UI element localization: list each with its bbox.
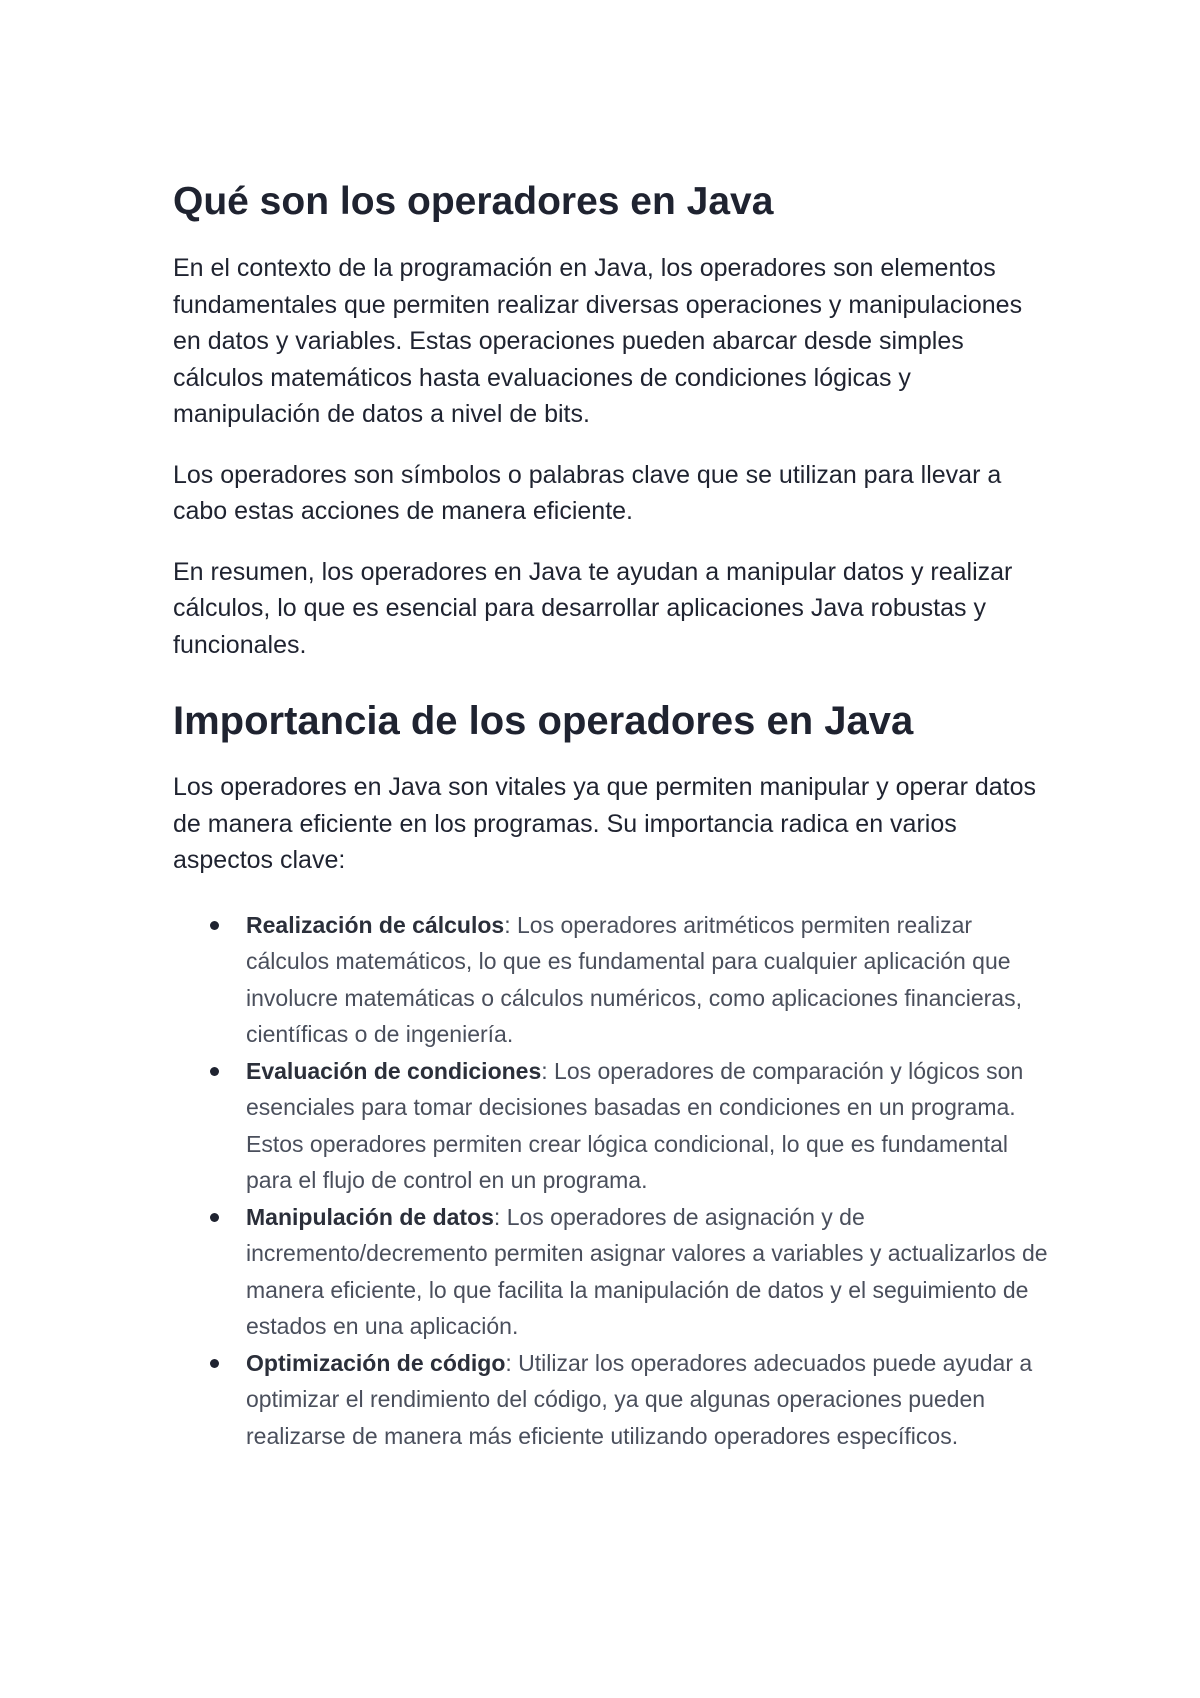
list-item-term: Optimización de código bbox=[246, 1349, 506, 1376]
list-item-term: Manipulación de datos bbox=[246, 1203, 494, 1230]
paragraph-symbols: Los operadores son símbolos o palabras clave que se utilizan para llevar a cabo estas acciones de manera eficiente. bbox=[173, 460, 1002, 525]
list-item-text: : Los operadores aritméticos permiten realizar cálculos matemáticos, lo que es fundamental para cualquier aplicación que involucre matemáticas o cálculos numéricos, como aplicaciones financieras, científicas o de ingeniería. bbox=[246, 911, 1022, 1047]
paragraph-summary: En resumen, los operadores en Java te ayudan a manipular datos y realizar cálculos, lo que es esencial para desarrollar aplicaciones Java robustas y funcionales. bbox=[173, 557, 1013, 659]
section-title-importancia: Importancia de los operadores en Java bbox=[173, 699, 914, 743]
section-title-que-son: Qué son los operadores en Java bbox=[173, 180, 774, 223]
bullet-icon bbox=[210, 1359, 219, 1368]
list-item bbox=[173, 1199, 1053, 1345]
bullet-icon bbox=[210, 1213, 219, 1222]
bullet-icon bbox=[210, 921, 219, 930]
list-item-term: Evaluación de condiciones bbox=[246, 1057, 542, 1084]
paragraph-definition: En el contexto de la programación en Java, los operadores son elementos fundamentales que permiten realizar diversas operaciones y manipulaciones en datos y variables. Estas operaciones pueden abarcar desde simples cálculos matemáticos hasta evaluaciones de condiciones lógicas y manipulación de datos a nivel de bits. bbox=[173, 254, 1023, 428]
list-item-text: : Los operadores de asignación y de incremento/decremento permiten asignar valores a variables y actualizarlos de manera eficiente, lo que facilita la manipulación de datos y el seguimiento de estados en una aplicación. bbox=[246, 1203, 1048, 1339]
list-item bbox=[173, 1053, 1053, 1199]
importance-list bbox=[173, 907, 1053, 1455]
list-item-term: Realización de cálculos bbox=[246, 911, 505, 938]
list-item bbox=[173, 907, 1053, 1053]
list-item-text: : Los operadores de comparación y lógicos son esenciales para tomar decisiones basadas en condiciones en un programa. Estos operadores permiten crear lógica condicional, lo que es fundamental para el flujo de control en un programa. bbox=[246, 1057, 1024, 1193]
list-item bbox=[173, 1345, 1053, 1455]
list-item-text: : Utilizar los operadores adecuados puede ayudar a optimizar el rendimiento del código, ya que algunas operaciones pueden realizarse de manera más eficiente utilizando operadores específicos. bbox=[246, 1349, 1033, 1449]
bullet-icon bbox=[210, 1067, 219, 1076]
paragraph-importance-intro: Los operadores en Java son vitales ya que permiten manipular y operar datos de manera eficiente en los programas. Su importancia radica en varios aspectos clave: bbox=[173, 773, 1037, 874]
document-content bbox=[173, 178, 1053, 1454]
